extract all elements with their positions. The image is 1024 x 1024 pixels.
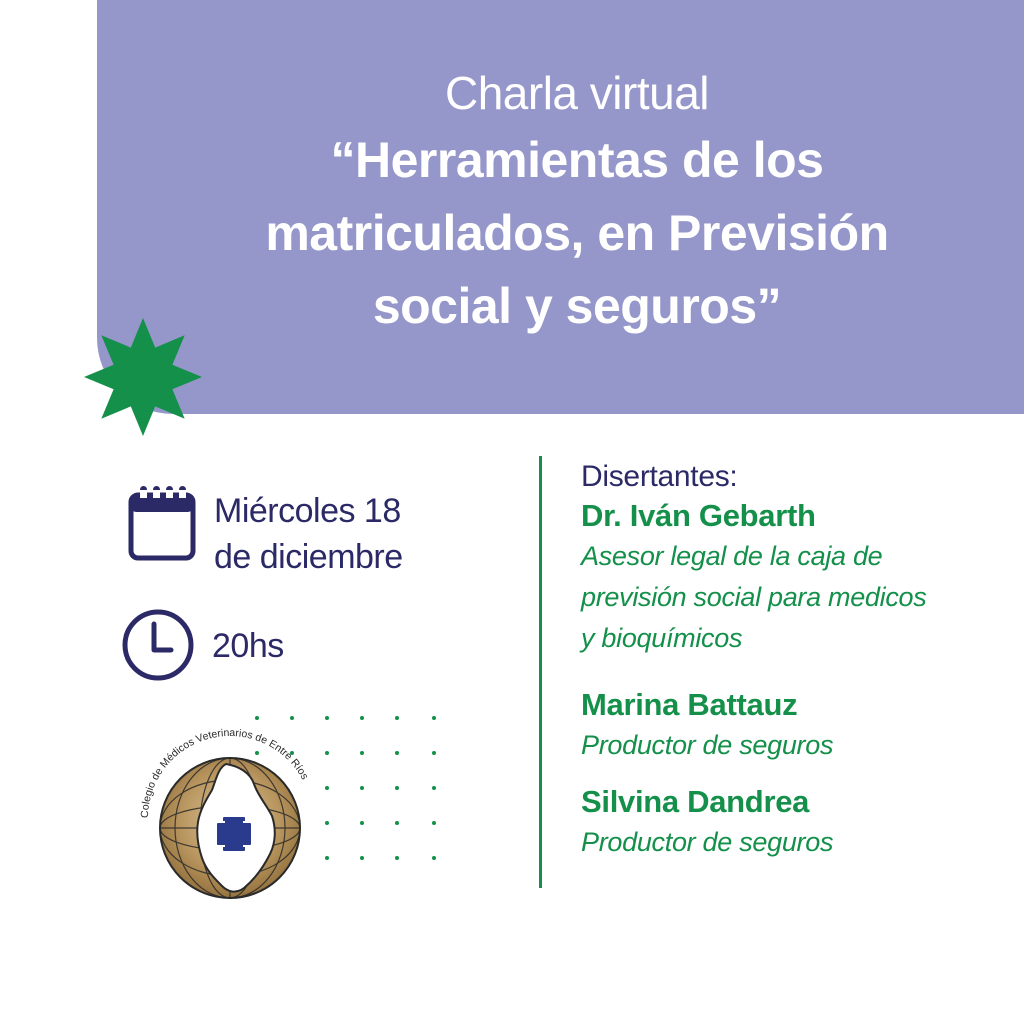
speaker-2 bbox=[581, 685, 1021, 766]
event-title-line-1: “Herramientas de los bbox=[330, 132, 824, 188]
column-divider bbox=[539, 456, 542, 888]
event-date-line-2: de diciembre bbox=[214, 538, 403, 576]
event-date bbox=[214, 488, 403, 580]
speakers-section bbox=[581, 458, 1021, 863]
speaker-name: Dr. Iván Gebarth bbox=[581, 498, 816, 533]
speaker-1 bbox=[581, 496, 1021, 659]
speaker-3 bbox=[581, 782, 1021, 863]
clock-icon bbox=[121, 608, 195, 682]
header-text bbox=[97, 62, 1024, 343]
speaker-role-line: Asesor legal de la caja de bbox=[581, 541, 883, 571]
event-title-line-3: social y seguros” bbox=[372, 278, 782, 334]
college-logo bbox=[126, 706, 332, 912]
speaker-name: Marina Battauz bbox=[581, 687, 798, 722]
logo-text: Colegio de Médicos Veterinarios de Entre Ríos bbox=[138, 726, 311, 819]
event-subtitle: Charla virtual bbox=[445, 67, 709, 119]
calendar-icon bbox=[128, 484, 196, 562]
event-title-line-2: matriculados, en Previsión bbox=[265, 205, 889, 261]
speaker-role-line: Productor de seguros bbox=[581, 730, 834, 760]
speaker-name: Silvina Dandrea bbox=[581, 784, 810, 819]
speaker-role-line: Productor de seguros bbox=[581, 827, 834, 857]
star-burst-icon bbox=[84, 318, 202, 436]
speaker-role-line: y bioquímicos bbox=[581, 623, 743, 653]
speaker-role-line: previsión social para medicos bbox=[581, 582, 927, 612]
event-time: 20hs bbox=[212, 627, 284, 665]
speakers-heading: Disertantes: bbox=[581, 460, 738, 493]
event-date-line-1: Miércoles 18 bbox=[214, 492, 401, 530]
